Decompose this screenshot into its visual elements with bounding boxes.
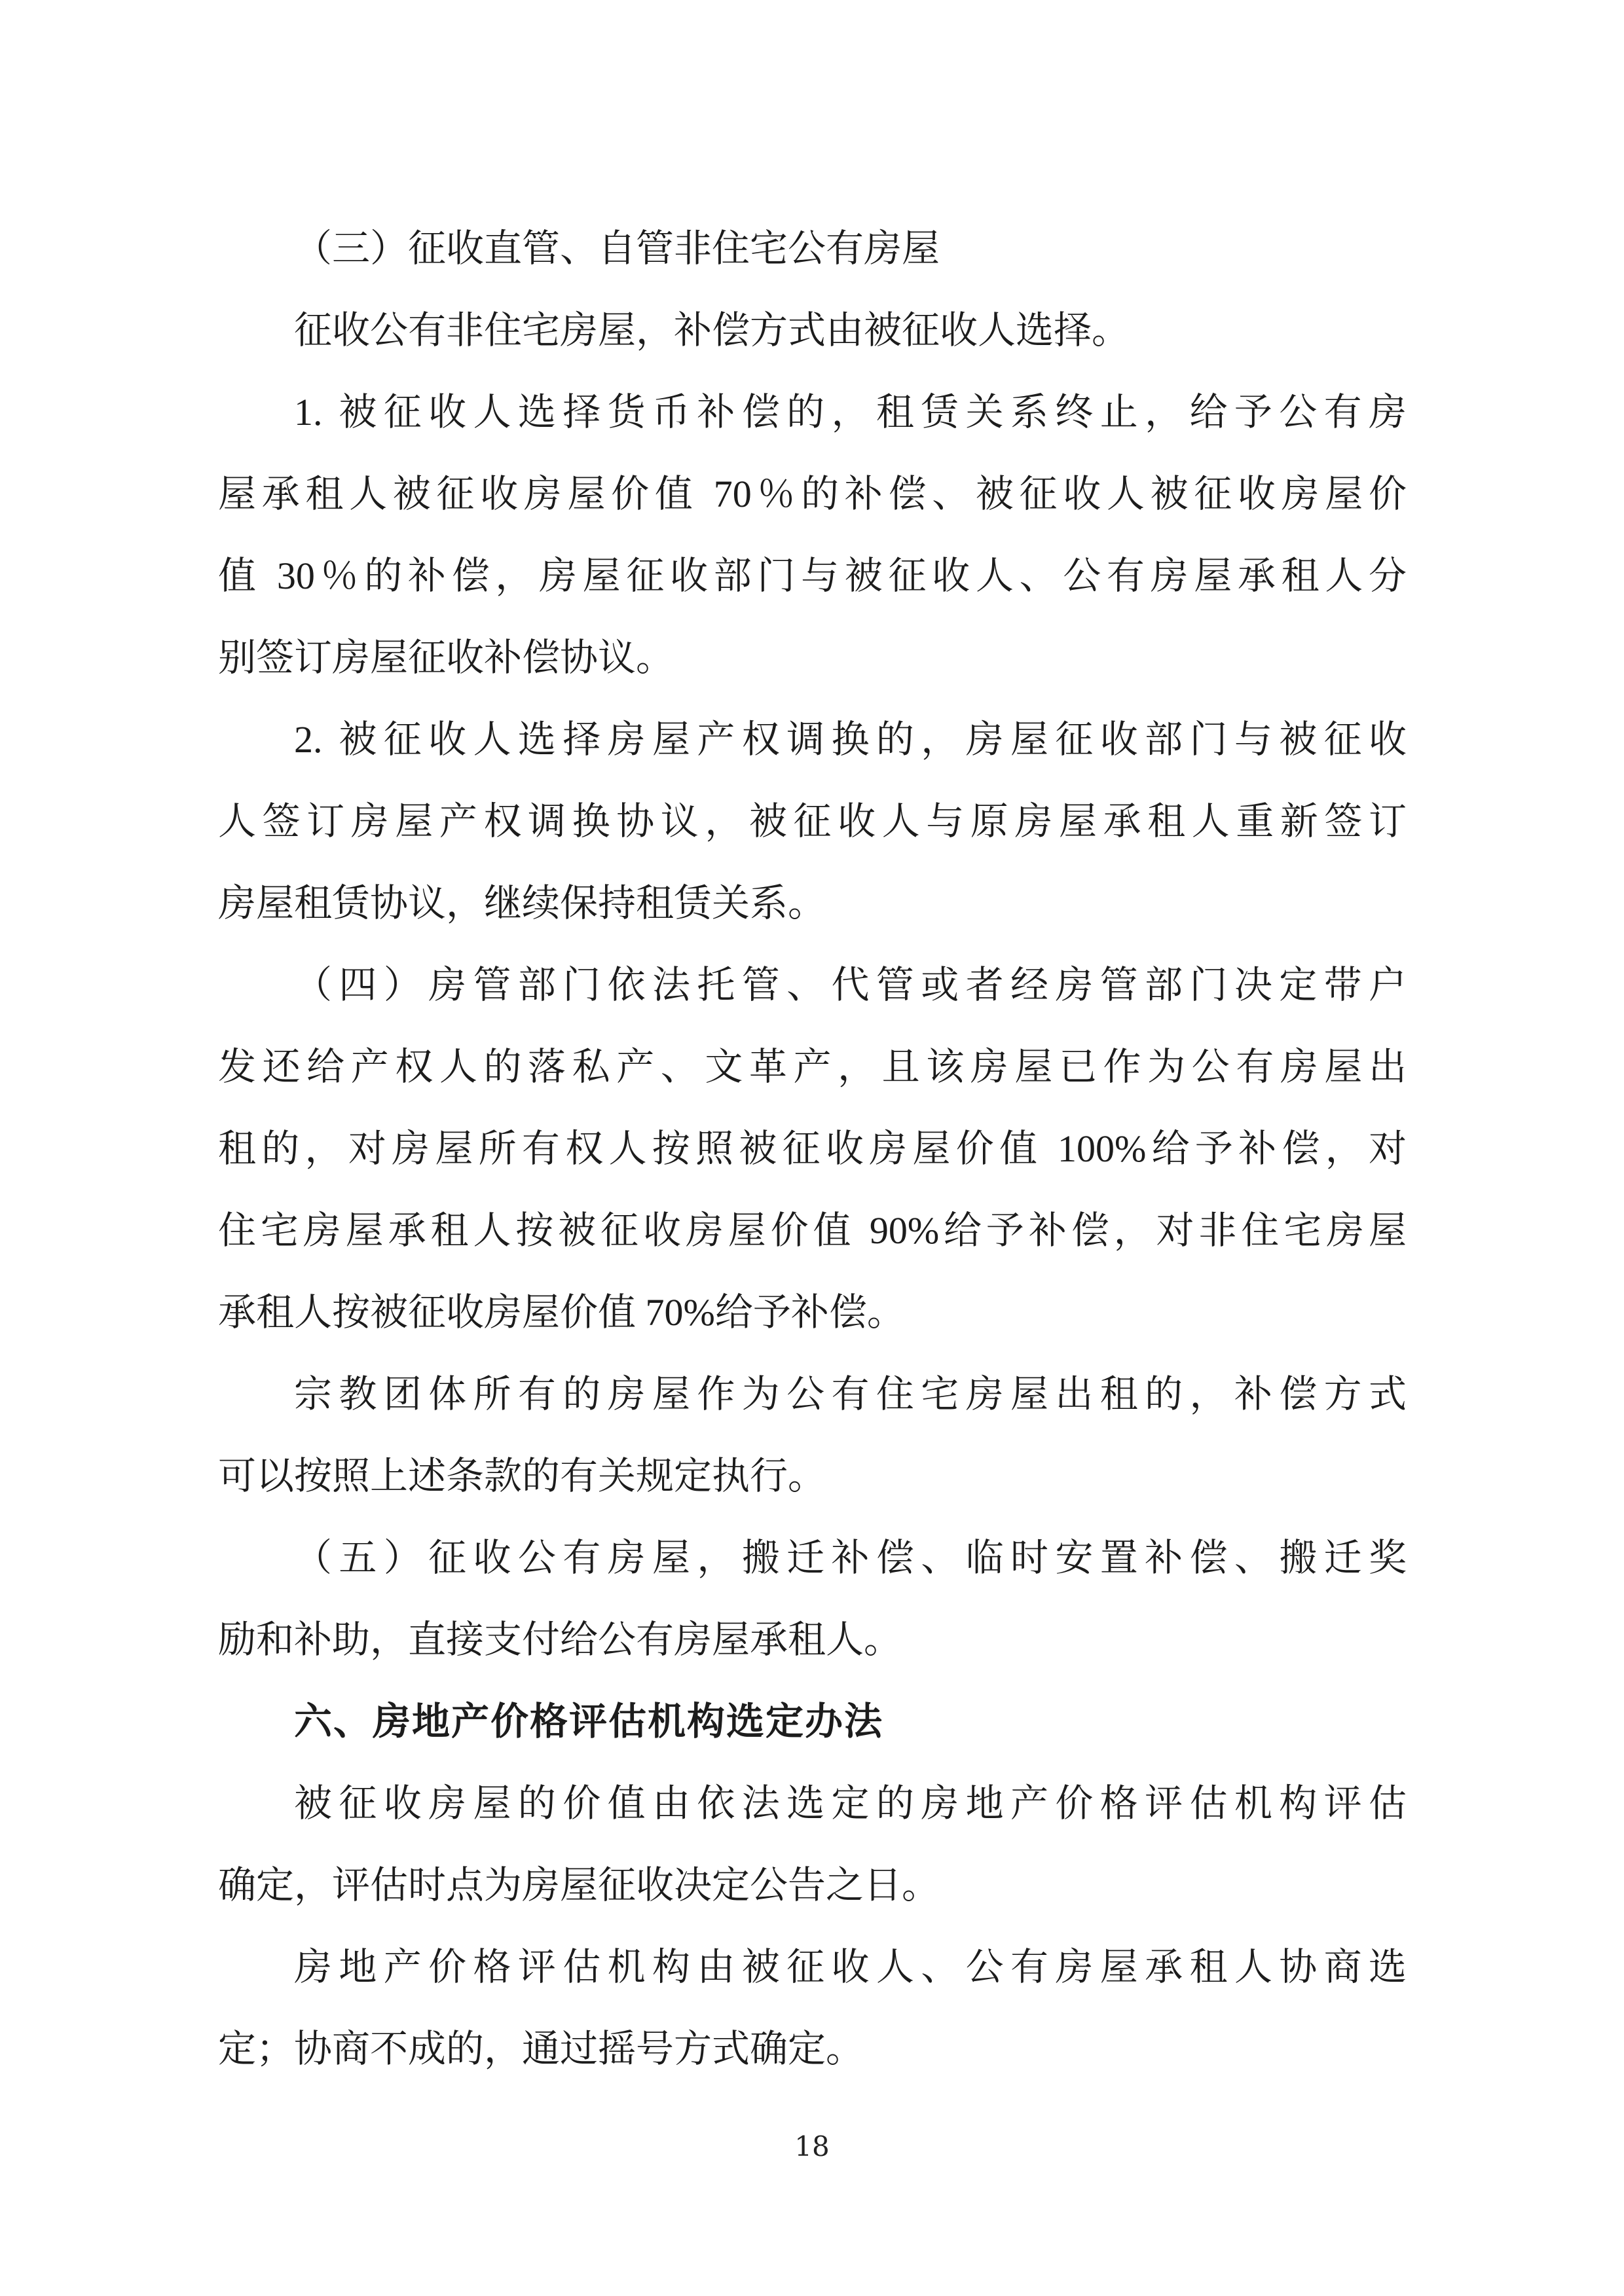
text-line: 确定，评估时点为房屋征收决定公告之日。 bbox=[218, 1864, 940, 1906]
text-line: （四）房管部门依法托管、代管或者经房管部门决定带户 bbox=[294, 964, 1407, 1006]
document-body bbox=[218, 208, 1407, 2090]
text-line: 承租人按被征收房屋价值 70%给予补偿。 bbox=[218, 1291, 905, 1334]
text-line: 屋承租人被征收房屋价值 70％的补偿、被征收人被征收房屋价 bbox=[218, 473, 1407, 515]
text-line: 房地产价格评估机构由被征收人、公有房屋承租人协商选 bbox=[294, 1946, 1407, 1988]
text-line: 房屋租赁协议，继续保持租赁关系。 bbox=[218, 882, 826, 924]
text-line: 住宅房屋承租人按被征收房屋价值 90%给予补偿，对非住宅房屋 bbox=[218, 1209, 1407, 1252]
text-line: 励和补助，直接支付给公有房屋承租人。 bbox=[218, 1618, 902, 1661]
section-heading: 六、房地产价格评估机构选定办法 bbox=[294, 1700, 884, 1743]
text-line: 人签订房屋产权调换协议，被征收人与原房屋承租人重新签订 bbox=[218, 800, 1407, 843]
text-line: 租的，对房屋所有权人按照被征收房屋价值 100%给予补偿，对 bbox=[218, 1127, 1407, 1170]
text-line: 1. 被征收人选择货币补偿的，租赁关系终止，给予公有房 bbox=[294, 391, 1407, 433]
text-line: 2. 被征收人选择房屋产权调换的，房屋征收部门与被征收 bbox=[294, 718, 1407, 761]
text-line: （五）征收公有房屋，搬迁补偿、临时安置补偿、搬迁奖 bbox=[294, 1537, 1407, 1579]
text-line: （三）征收直管、自管非住宅公有房屋 bbox=[294, 227, 940, 270]
text-line: 定；协商不成的，通过摇号方式确定。 bbox=[218, 2028, 864, 2070]
text-line: 发还给产权人的落私产、文革产，且该房屋已作为公有房屋出 bbox=[218, 1046, 1407, 1088]
page-number: 18 bbox=[794, 2130, 830, 2162]
text-line: 征收公有非住宅房屋，补偿方式由被征收人选择。 bbox=[294, 309, 1130, 352]
text-line: 被征收房屋的价值由依法选定的房地产价格评估机构评估 bbox=[294, 1782, 1407, 1825]
text-line: 值 30％的补偿，房屋征收部门与被征收人、公有房屋承租人分 bbox=[218, 555, 1407, 597]
text-line: 可以按照上述条款的有关规定执行。 bbox=[218, 1455, 826, 1497]
text-line: 别签订房屋征收补偿协议。 bbox=[218, 636, 674, 679]
text-line: 宗教团体所有的房屋作为公有住宅房屋出租的，补偿方式 bbox=[294, 1373, 1407, 1415]
